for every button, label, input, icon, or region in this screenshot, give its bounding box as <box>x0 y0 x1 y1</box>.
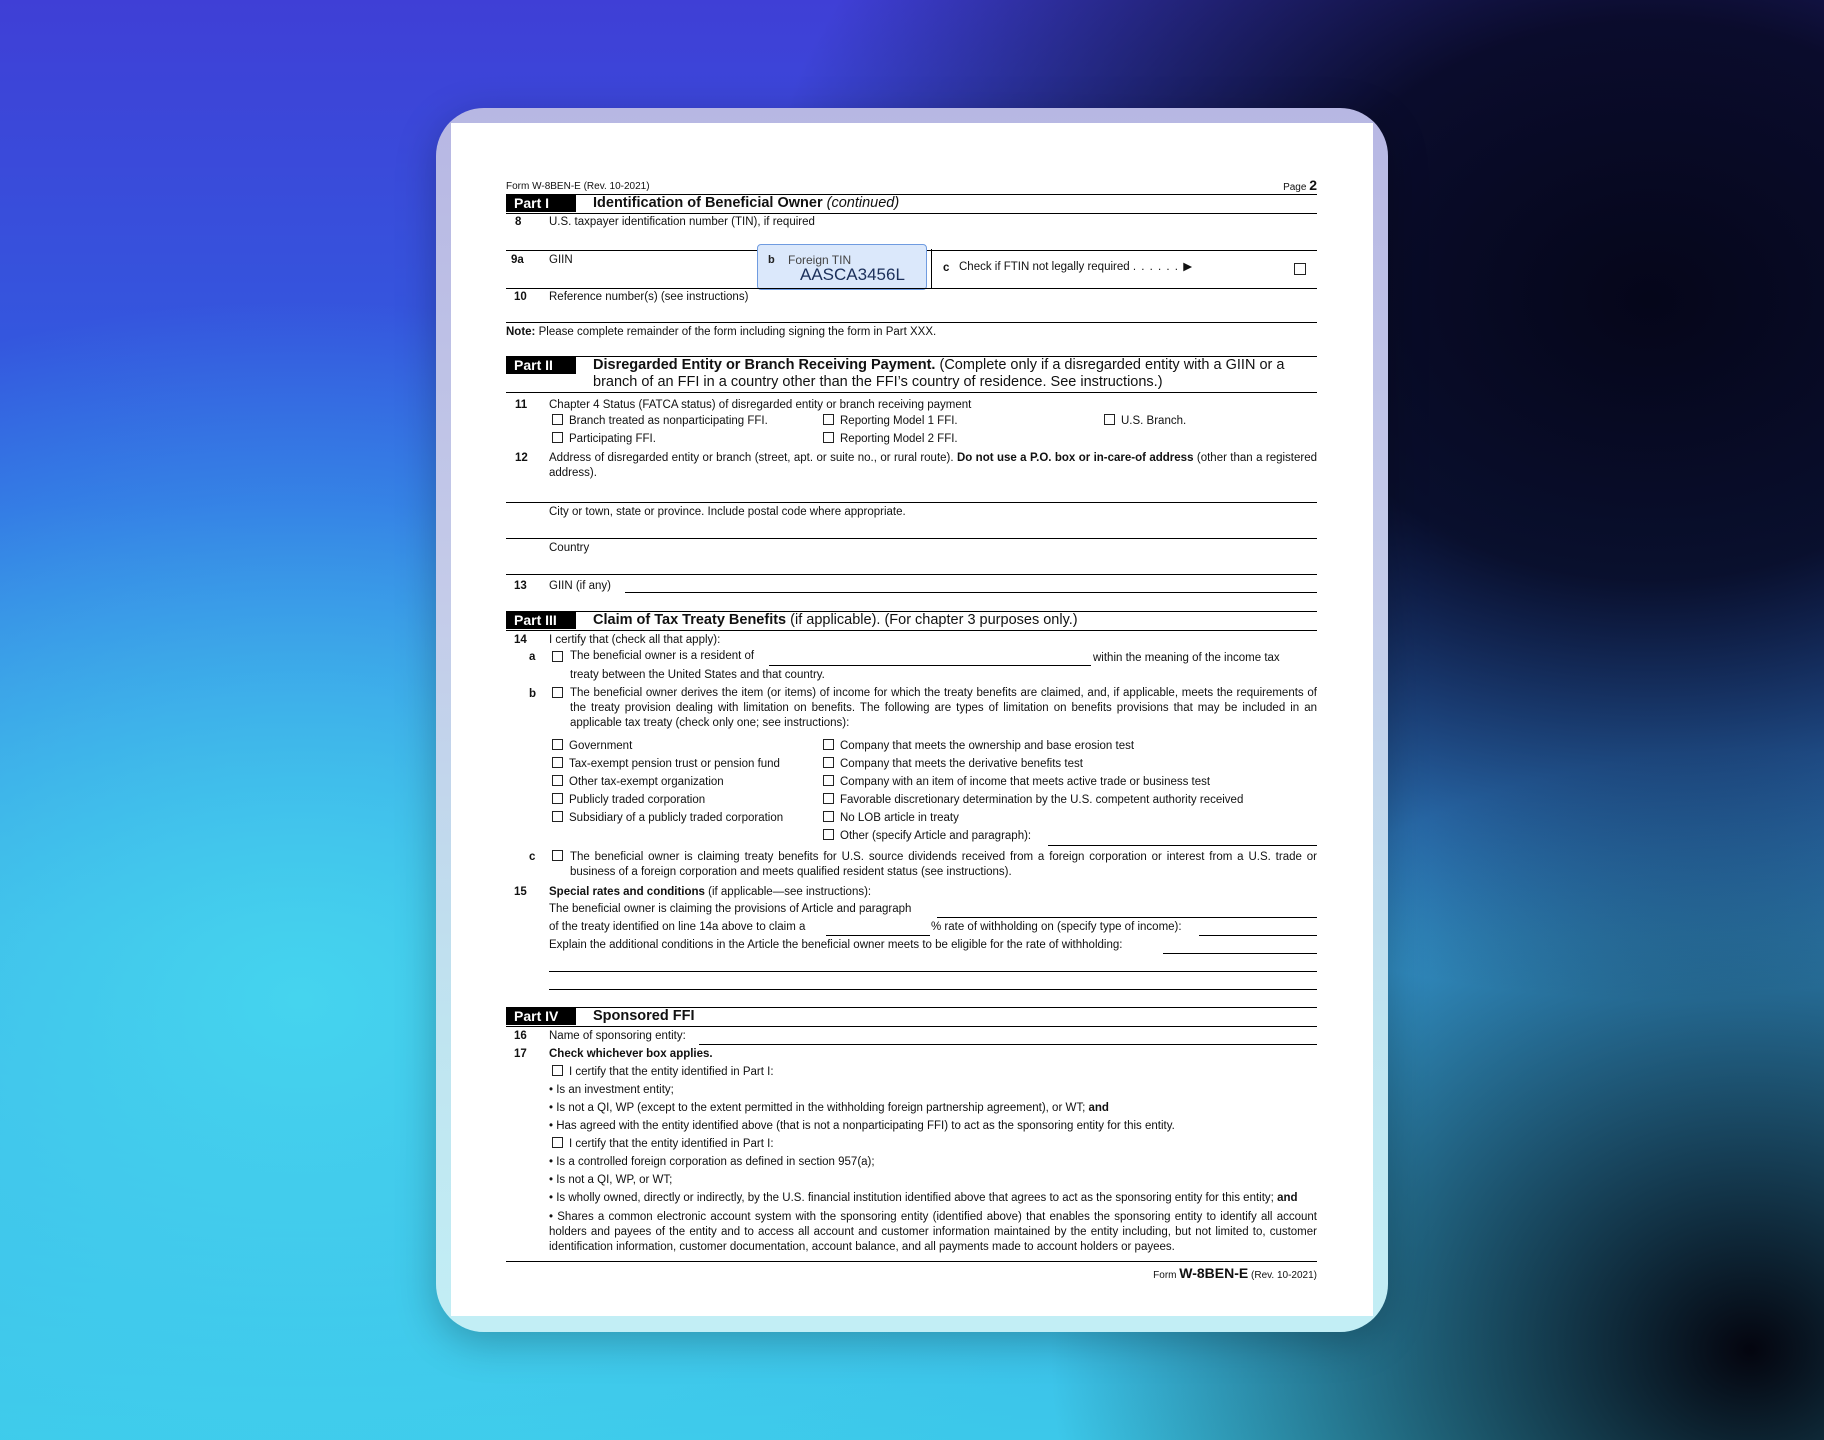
lob-option-right[interactable]: Favorable discretionary determination by the U.S. competent authority received <box>823 793 1243 808</box>
bullet: • Is an investment entity; <box>549 1084 674 1096</box>
bullet: • Has agreed with the entity identified above (that is not a nonparticipating FFI) to act as the sponsoring entity for this entity. <box>549 1120 1175 1132</box>
part-2-title: Disregarded Entity or Branch Receiving Payment. (Complete only if a disregarded entity with a GIIN or a branch of an FFI in a country other than the FFI’s country of residence. See instructions.) <box>593 357 1285 391</box>
line-14a-checkbox[interactable] <box>552 651 563 662</box>
part-4-title: Sponsored FFI <box>593 1008 695 1024</box>
line-16-label: Name of sponsoring entity: <box>549 1030 686 1042</box>
checkbox[interactable] <box>552 1137 563 1148</box>
lob-option-right[interactable]: Other (specify Article and paragraph): <box>823 829 1031 844</box>
line-15-text-4: Explain the additional conditions in the Article the beneficial owner meets to be eligible for the rate of withholding: <box>549 939 1123 951</box>
checkbox[interactable] <box>552 757 563 768</box>
line-14a-text-3: treaty between the United States and that country. <box>570 669 825 681</box>
rate-line[interactable] <box>826 935 930 936</box>
option-participating-ffi[interactable]: Participating FFI. <box>552 432 656 447</box>
lob-option-left[interactable]: Other tax-exempt organization <box>552 775 724 790</box>
divider <box>506 538 1317 539</box>
line-14a-text: The beneficial owner is a resident of <box>570 650 755 662</box>
lob-option-left[interactable]: Tax-exempt pension trust or pension fund <box>552 757 780 772</box>
part-3-title: Claim of Tax Treaty Benefits (if applicable). (For chapter 3 purposes only.) <box>593 612 1078 628</box>
checkbox[interactable] <box>823 811 834 822</box>
part-4-tag: Part IV <box>506 1008 576 1025</box>
foreign-tin-field[interactable]: b Foreign TIN AASCA3456L <box>757 244 927 290</box>
checkbox[interactable] <box>552 414 563 425</box>
bullet: • Shares a common electronic account system with the sponsoring entity (identified above) that enables the sponsoring entity to identify all account holders and payees of the entity and to access all account and customer information maintained by the entity including, but not limited to, customer identification information, customer documentation, account balance, and all payments made to account holders or payees. <box>549 1211 1317 1254</box>
checkbox[interactable] <box>552 1065 563 1076</box>
divider <box>506 502 1317 503</box>
line-15-label: Special rates and conditions (if applicable—see instructions): <box>549 886 872 898</box>
giin-line[interactable] <box>625 592 1317 593</box>
line-14c-checkbox[interactable] <box>552 850 563 861</box>
part-1-tag: Part I <box>506 195 576 212</box>
conditions-line-3[interactable] <box>549 989 1317 990</box>
reference-number-input[interactable] <box>549 306 1317 320</box>
option-reporting-model-1[interactable]: Reporting Model 1 FFI. <box>823 414 958 429</box>
bullet: • Is wholly owned, directly or indirectly, by the U.S. financial institution identified above that agrees to act as the sponsoring entity for this entity; and <box>549 1192 1298 1204</box>
other-article-line[interactable] <box>1048 845 1317 846</box>
note: Note: Please complete remainder of the form including signing the form in Part XXX. <box>506 326 937 338</box>
part-2-tag: Part II <box>506 357 576 374</box>
line-14b-text: The beneficial owner derives the item (or items) of income for which the treaty benefits are claimed, and, if applicable, meets the requirements of the treaty provision dealing with limitation on benefits. The following are types of limitation on benefits provisions that may be included in an applicable tax treaty (check only one; see instructions): <box>570 687 1317 730</box>
line-9c-label: Check if FTIN not legally required . . . . . . ▶ <box>959 261 1194 273</box>
line-15-text-2: of the treaty identified on line 14a above to claim a <box>549 921 806 933</box>
checkbox[interactable] <box>823 739 834 750</box>
line-17-number: 17 <box>514 1048 527 1060</box>
city-label: City or town, state or province. Include postal code where appropriate. <box>549 506 906 518</box>
divider <box>931 288 1317 289</box>
checkbox[interactable] <box>823 414 834 425</box>
option-us-branch[interactable]: U.S. Branch. <box>1104 414 1186 429</box>
line-14b-checkbox[interactable] <box>552 687 563 698</box>
line-15-text-1: The beneficial owner is claiming the provisions of Article and paragraph <box>549 903 912 915</box>
line-15-text-3: % rate of withholding on (specify type of income): <box>931 921 1182 933</box>
country-label: Country <box>549 542 590 554</box>
line-12-label: Address of disregarded entity or branch (street, apt. or suite no., or rural route). Do not use a P.O. box or in-care-of address (other than a registered address). <box>549 452 1317 480</box>
line-14-label: I certify that (check all that apply): <box>549 634 721 646</box>
divider <box>506 322 1317 323</box>
line-14a-text-2: within the meaning of the income tax <box>1093 652 1280 664</box>
divider <box>506 392 1317 393</box>
lob-option-right[interactable]: Company that meets the ownership and base erosion test <box>823 739 1134 754</box>
line-14a-letter: a <box>529 651 536 663</box>
divider <box>506 288 931 289</box>
bullet: • Is not a QI, WP, or WT; <box>549 1174 673 1186</box>
checkbox[interactable] <box>552 432 563 443</box>
line-14b-letter: b <box>529 688 537 700</box>
line-14-number: 14 <box>514 634 527 646</box>
divider <box>506 630 1317 631</box>
checkbox[interactable] <box>823 757 834 768</box>
lob-option-right[interactable]: No LOB article in treaty <box>823 811 959 826</box>
country-input[interactable] <box>506 557 1317 571</box>
checkbox[interactable] <box>552 811 563 822</box>
form-footer: Form W-8BEN-E (Rev. 10-2021) <box>1153 1265 1317 1281</box>
form-id: Form W-8BEN-E (Rev. 10-2021) <box>506 181 650 192</box>
line-10-number: 10 <box>514 291 527 303</box>
lob-option-right[interactable]: Company with an item of income that meets active trade or business test <box>823 775 1210 790</box>
form-page <box>451 123 1373 1316</box>
cert-2[interactable]: I certify that the entity identified in Part I: <box>552 1137 774 1152</box>
bullet: • Is a controlled foreign corporation as defined in section 957(a); <box>549 1156 875 1168</box>
checkbox[interactable] <box>552 793 563 804</box>
cert-1[interactable]: I certify that the entity identified in Part I: <box>552 1065 774 1080</box>
line-14c-text: The beneficial owner is claiming treaty benefits for U.S. source dividends received from a foreign corporation or interest from a U.S. trade or business of a foreign corporation and meets qualified resident status (see instructions). <box>570 851 1317 879</box>
conditions-line-1[interactable] <box>1163 953 1317 954</box>
line-12-number: 12 <box>515 452 528 464</box>
option-branch-nonparticipating[interactable]: Branch treated as nonparticipating FFI. <box>552 414 768 429</box>
line-8-number: 8 <box>515 216 522 228</box>
line-13-number: 13 <box>514 580 527 592</box>
line-9a-label: GIIN <box>549 254 573 266</box>
lob-option-left[interactable]: Subsidiary of a publicly traded corporation <box>552 811 783 826</box>
lob-option-left[interactable]: Publicly traded corporation <box>552 793 705 808</box>
line-9a-number: 9a <box>511 254 524 266</box>
line-10-label: Reference number(s) (see instructions) <box>549 291 749 303</box>
bullet: • Is not a QI, WP (except to the extent permitted in the withholding foreign partnership agreement), or WT; and <box>549 1102 1109 1114</box>
checkbox[interactable] <box>823 793 834 804</box>
income-type-line[interactable] <box>1199 935 1317 936</box>
divider <box>506 574 1317 575</box>
conditions-line-2[interactable] <box>549 971 1317 972</box>
part-3-tag: Part III <box>506 612 576 629</box>
checkbox[interactable] <box>552 775 563 786</box>
checkbox[interactable] <box>823 775 834 786</box>
option-reporting-model-2[interactable]: Reporting Model 2 FFI. <box>823 432 958 447</box>
divider <box>931 249 932 289</box>
divider <box>506 1261 1317 1262</box>
divider <box>506 213 1317 214</box>
city-input[interactable] <box>506 521 1317 535</box>
line-9c-letter: c <box>943 262 950 274</box>
checkbox[interactable] <box>552 739 563 750</box>
part-1-title: Identification of Beneficial Owner (continued) <box>593 195 900 211</box>
line-15-number: 15 <box>514 886 527 898</box>
line-16-number: 16 <box>514 1030 527 1042</box>
checkbox[interactable] <box>823 432 834 443</box>
line-8-label: U.S. taxpayer identification number (TIN), if required <box>549 216 815 228</box>
line-13-label: GIIN (if any) <box>549 580 611 592</box>
page-number: Page 2 <box>1283 177 1317 193</box>
tin-input[interactable] <box>506 229 1317 243</box>
address-input[interactable] <box>506 481 1317 495</box>
checkbox[interactable] <box>1104 414 1115 425</box>
line-17-label: Check whichever box applies. <box>549 1048 713 1060</box>
line-11-number: 11 <box>515 399 528 411</box>
checkbox[interactable] <box>823 829 834 840</box>
foreign-tin-value: AASCA3456L <box>800 265 905 284</box>
sponsoring-entity-line[interactable] <box>699 1044 1317 1045</box>
ftin-not-required-checkbox[interactable] <box>1294 263 1306 275</box>
line-11-label: Chapter 4 Status (FATCA status) of disregarded entity or branch receiving payment <box>549 399 972 411</box>
foreign-tin-label: Foreign TIN <box>788 253 852 267</box>
divider <box>506 1026 1317 1027</box>
giin-input[interactable] <box>549 263 749 283</box>
article-paragraph-line[interactable] <box>937 917 1317 918</box>
line-14c-letter: c <box>529 851 536 863</box>
lob-option-left[interactable]: Government <box>552 739 632 754</box>
lob-option-right[interactable]: Company that meets the derivative benefits test <box>823 757 1083 772</box>
residence-country-line[interactable] <box>769 665 1091 666</box>
